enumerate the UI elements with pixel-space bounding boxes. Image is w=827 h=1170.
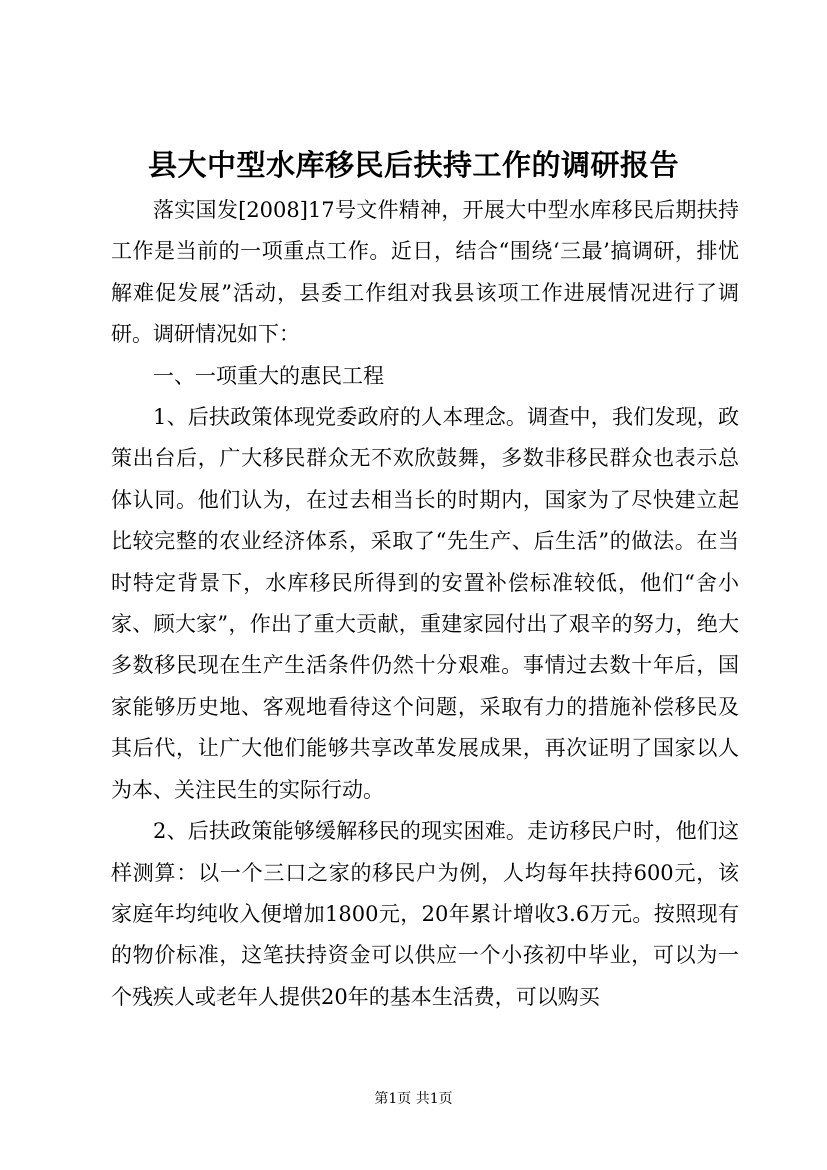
section-heading: 一、一项重大的惠民工程 (153, 363, 384, 388)
body-paragraph-2: 2、后扶政策能够缓解移民的现实困难。走访移民户时，他们这样测算：以一个三口之家的移民户为例，人均每年扶持600元，该家庭年均纯收入便增加1800元，20年累计增收3.6万元。按照现有的物价标准，这笔扶持资金可以供应一个小孩初中毕业，可以为一个残疾人或老年人提供20年的基本生活费，可以购买 (111, 819, 739, 1009)
document-title: 县大中型水库移民后扶持工作的调研报告 (147, 148, 679, 182)
intro-paragraph: 落实国发[2008]17号文件精神，开展大中型水库移民后期扶持工作是当前的一项重点工作。近日，结合“围绕‘三最’搞调研，排忧解难促发展”活动，县委工作组对我县该项工作进展情况进行了调研。调研情况如下： (111, 198, 739, 347)
page-footer: 第1页 共1页 (374, 1091, 453, 1107)
document-body (111, 190, 739, 1018)
body-paragraph-1: 1、后扶政策体现党委政府的人本理念。调查中，我们发现，政策出台后，广大移民群众无不欢欣鼓舞，多数非移民群众也表示总体认同。他们认为，在过去相当长的时期内，国家为了尽快建立起比较完整的农业经济体系，采取了“先生产、后生活”的做法。在当时特定背景下，水库移民所得到的安置补偿标准较低，他们“舍小家、顾大家”，作出了重大贡献，重建家园付出了艰辛的努力，绝大多数移民现在生产生活条件仍然十分艰难。事情过去数十年后，国家能够历史地、客观地看待这个问题，采取有力的措施补偿移民及其后代，让广大他们能够共享改革发展成果，再次证明了国家以人为本、关注民生的实际行动。 (111, 405, 739, 802)
